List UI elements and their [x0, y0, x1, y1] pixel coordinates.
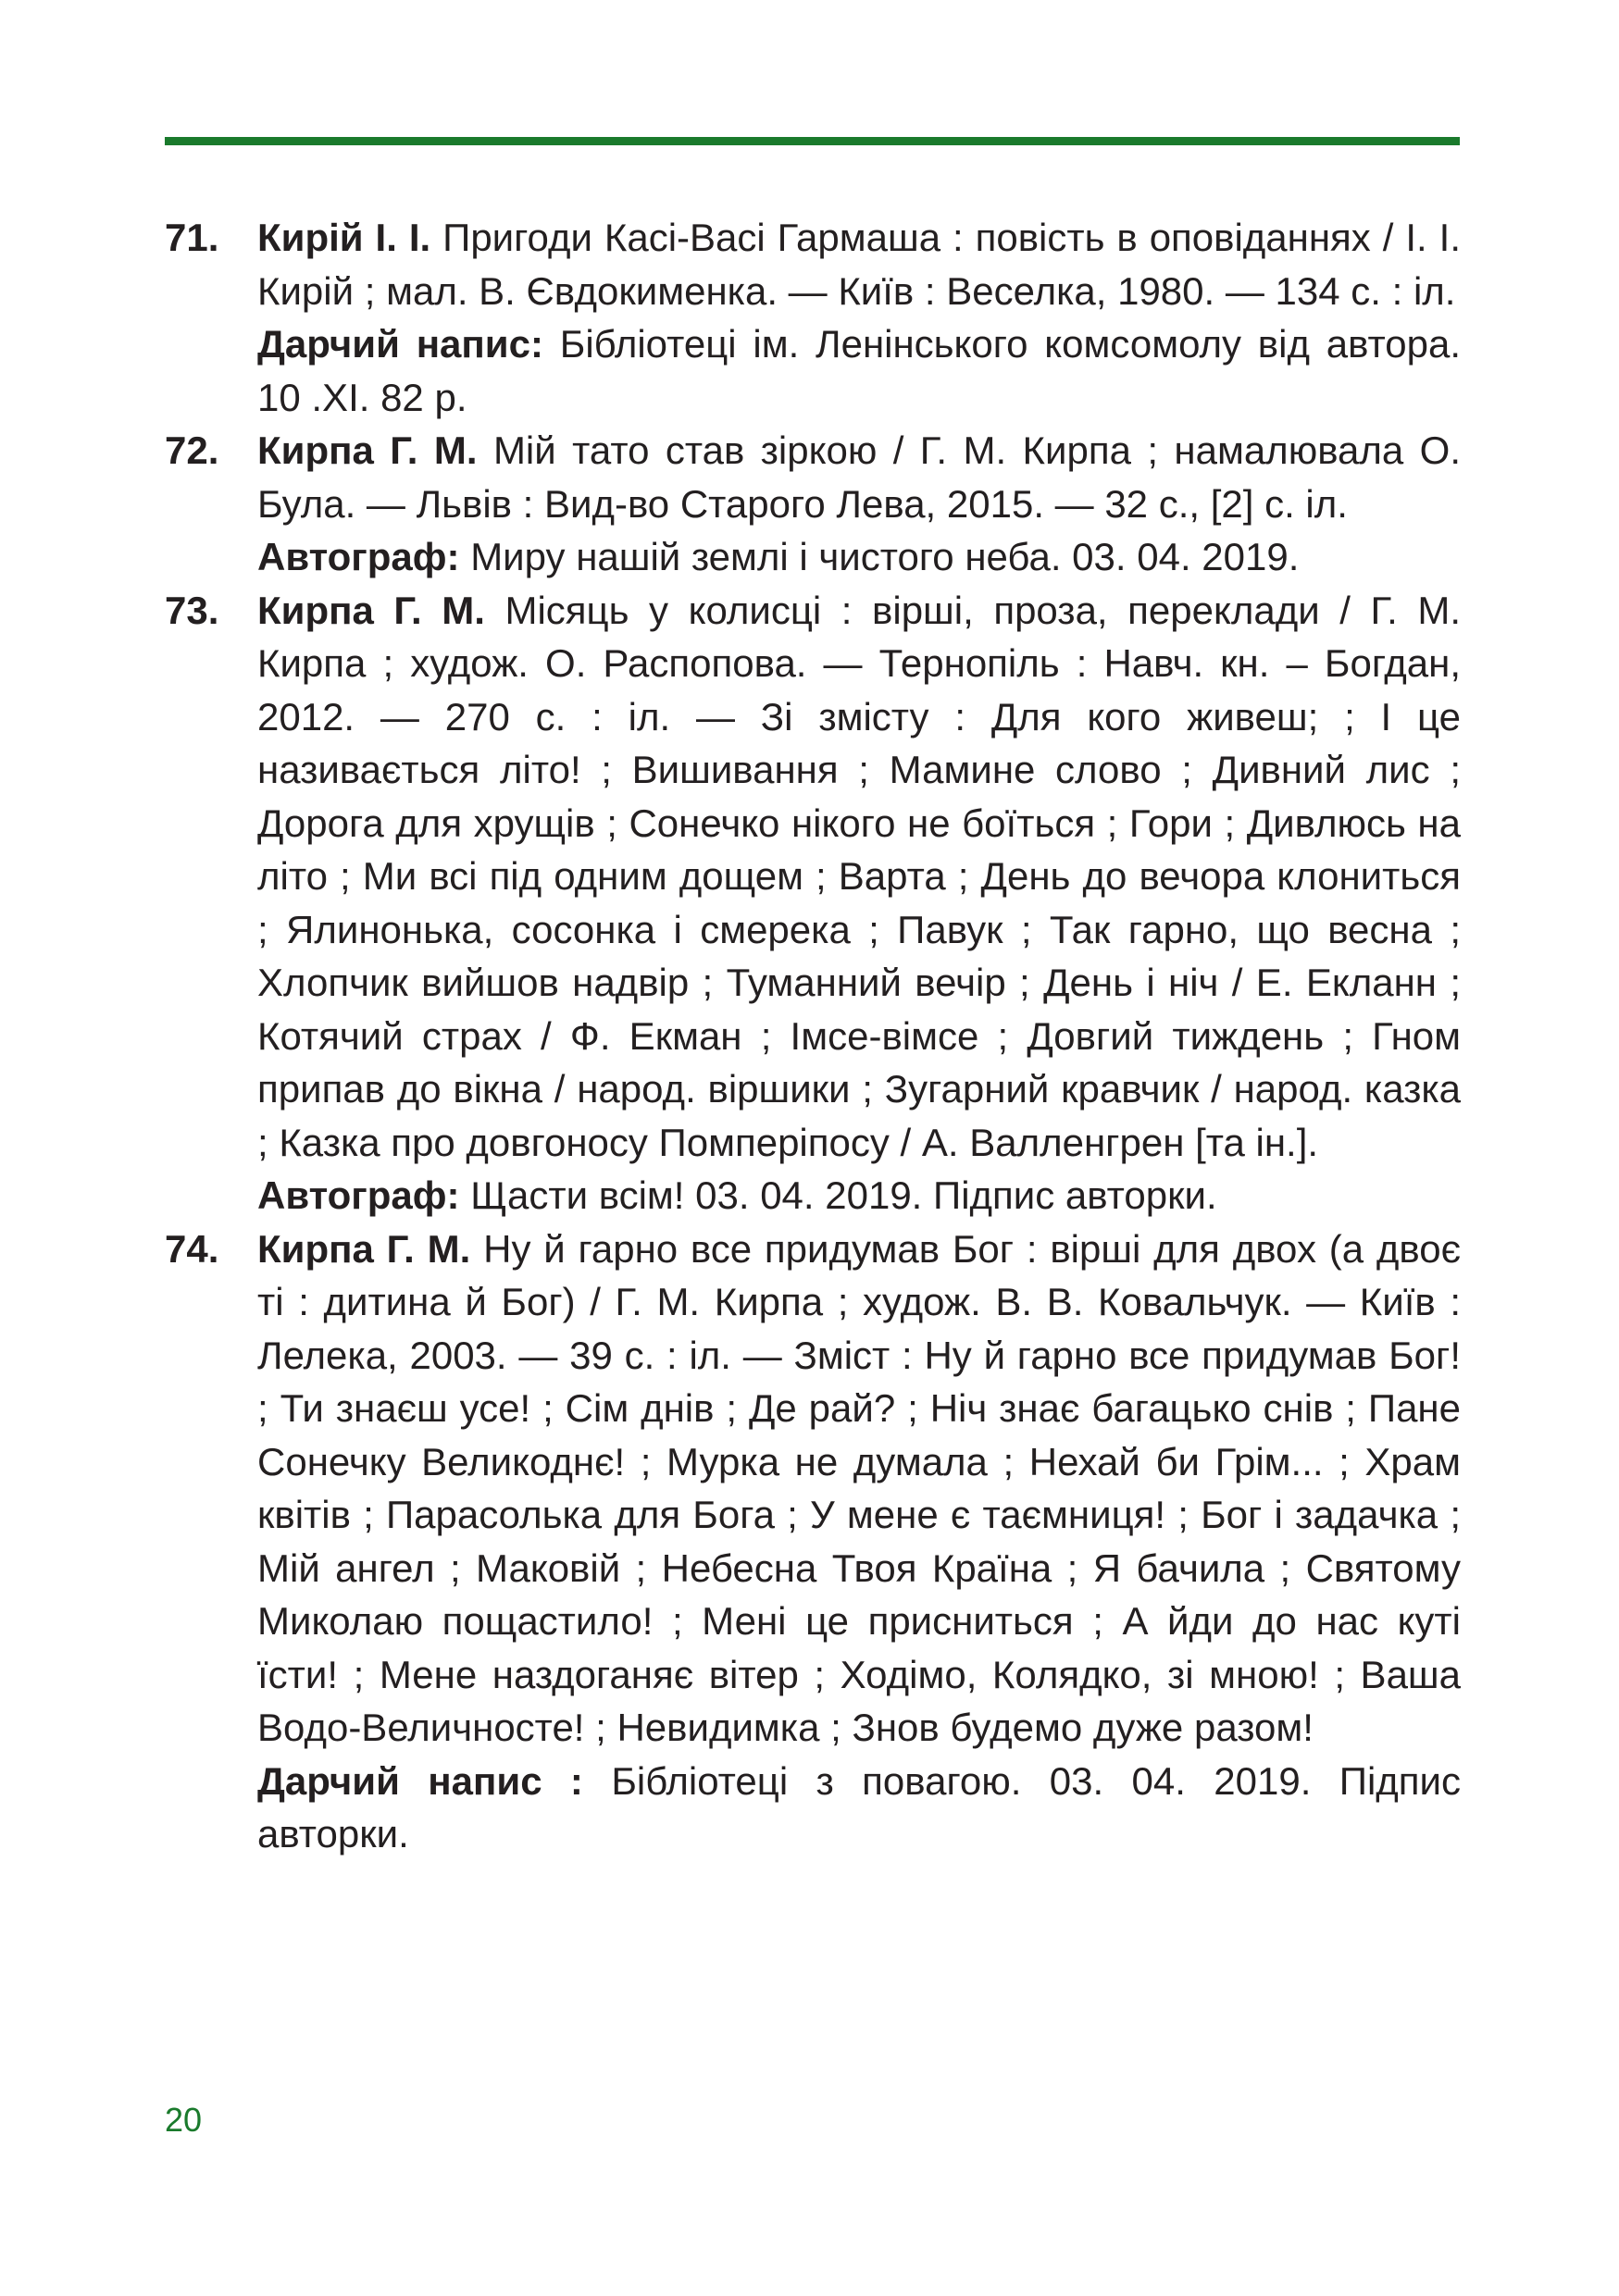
entry-note	[257, 1169, 1461, 1222]
entry-number: 73.	[165, 588, 219, 632]
entry-note-label: Автограф:	[257, 1173, 460, 1217]
entry-author: Кирпа Г. М.	[257, 428, 478, 472]
entry-note-label: Дарчий напис:	[257, 322, 543, 366]
entry-description	[257, 211, 1461, 317]
entry-text: Ну й гарно все придумав Бог : вірші для двох (а двоє ті : дитина й Бог) / Г. М. Кирпа ; худож. В. В. Ковальчук. — Київ : Лелека, 2003. — 39 с. : іл. — Зміст : Ну й гарно все придумав Бог! ; Ти знаєш усе! ; Сім днів ; Де рай? ; Ніч знає багацько снів ; Пане Сонечку Великоднє! ; Мурка не думала ; Нехай би Грім... ; Храм квітів ; Парасолька для Бога ; У мене є таємниця! ; Бог і задачка ; Мій ангел ; Маковій ; Небесна Твоя Країна ; Я бачила ; Святому Миколаю пощастило! ; Мені це присниться ; А йди до нас куті їсти! ; Мене наздоганяє вітер ; Ходімо, Колядко, зі мною! ; Ваша Водо-Величносте! ; Невидимка ; Знов будемо дуже разом!	[257, 1226, 1462, 1749]
entry-number: 74.	[165, 1226, 219, 1271]
entry-description	[257, 584, 1461, 1170]
entry-description	[257, 1222, 1461, 1755]
bibliography-entry	[165, 211, 1461, 424]
entry-note	[257, 530, 1461, 584]
entry-note-label: Автограф:	[257, 535, 460, 578]
entry-note-label: Дарчий напис :	[257, 1758, 583, 1803]
entry-note-text: Миру нашій землі і чистого неба. 03. 04. 2019.	[470, 535, 1300, 578]
entry-author: Кирпа Г. М.	[257, 588, 485, 632]
entry-note-text: Бібліотеці з повагою. 03. 04. 2019. Підпис авторки.	[257, 1758, 1461, 1855]
header-rule	[165, 137, 1460, 145]
bibliography-entry	[165, 584, 1461, 1222]
entry-description	[257, 424, 1461, 530]
entry-text: Місяць у колисці : вірші, проза, переклади / Г. М. Кирпа ; худож. О. Распопова. — Тернопіль : Навч. кн. – Богдан, 2012. — 270 с. : іл. — Зі змісту : Для кого живеш; ; І це називається літо! ; Вишивання ; Мамине слово ; Дивний лис ; Дорога для хрущів ; Сонечко нікого не боїться ; Гори ; Дивлюсь на літо ; Ми всі під одним дощем ; Варта ; День до вечора клониться ; Ялинонька, сосонка і смерека ; Павук ; Так гарно, що весна ; Хлопчик вийшов надвір ; Туманний вечір ; День і ніч / Е. Екланн ; Котячий страх / Ф. Екман ; Імсе-вімсе ; Довгий тиждень ; Гном припав до вікна / народ. віршики ; Зугарний кравчик / народ. казка ; Казка про довгоносу Помперіпосу / А. Валленгрен [та ін.].	[257, 588, 1461, 1164]
bibliography-entry	[165, 1222, 1461, 1861]
entry-number: 71.	[165, 216, 219, 259]
entry-text: Мій тато став зіркою / Г. М. Кирпа ; намалювала О. Була. — Львів : Вид-во Старого Лева, 2015. — 32 с., [2] с. іл.	[257, 428, 1461, 526]
bibliography-entry	[165, 424, 1461, 584]
page-number: 20	[165, 2101, 203, 2139]
entry-author: Кирій І. І.	[257, 216, 431, 259]
bibliography-list	[165, 211, 1461, 1861]
entry-text: Пригоди Касі-Васі Гармаша : повість в оповіданнях / І. І. Кирій ; мал. В. Євдокименка. — Київ : Веселка, 1980. — 134 с. : іл.	[257, 216, 1461, 313]
entry-note	[257, 1755, 1461, 1861]
entry-author: Кирпа Г. М.	[257, 1226, 471, 1271]
entry-note-text: Щасти всім! 03. 04. 2019. Підпис авторки.	[470, 1173, 1217, 1217]
entry-number: 72.	[165, 428, 219, 472]
entry-note	[257, 317, 1461, 424]
entry-note-text: Бібліотеці ім. Ленінського комсомолу від автора. 10 .XI. 82 р.	[257, 322, 1462, 419]
